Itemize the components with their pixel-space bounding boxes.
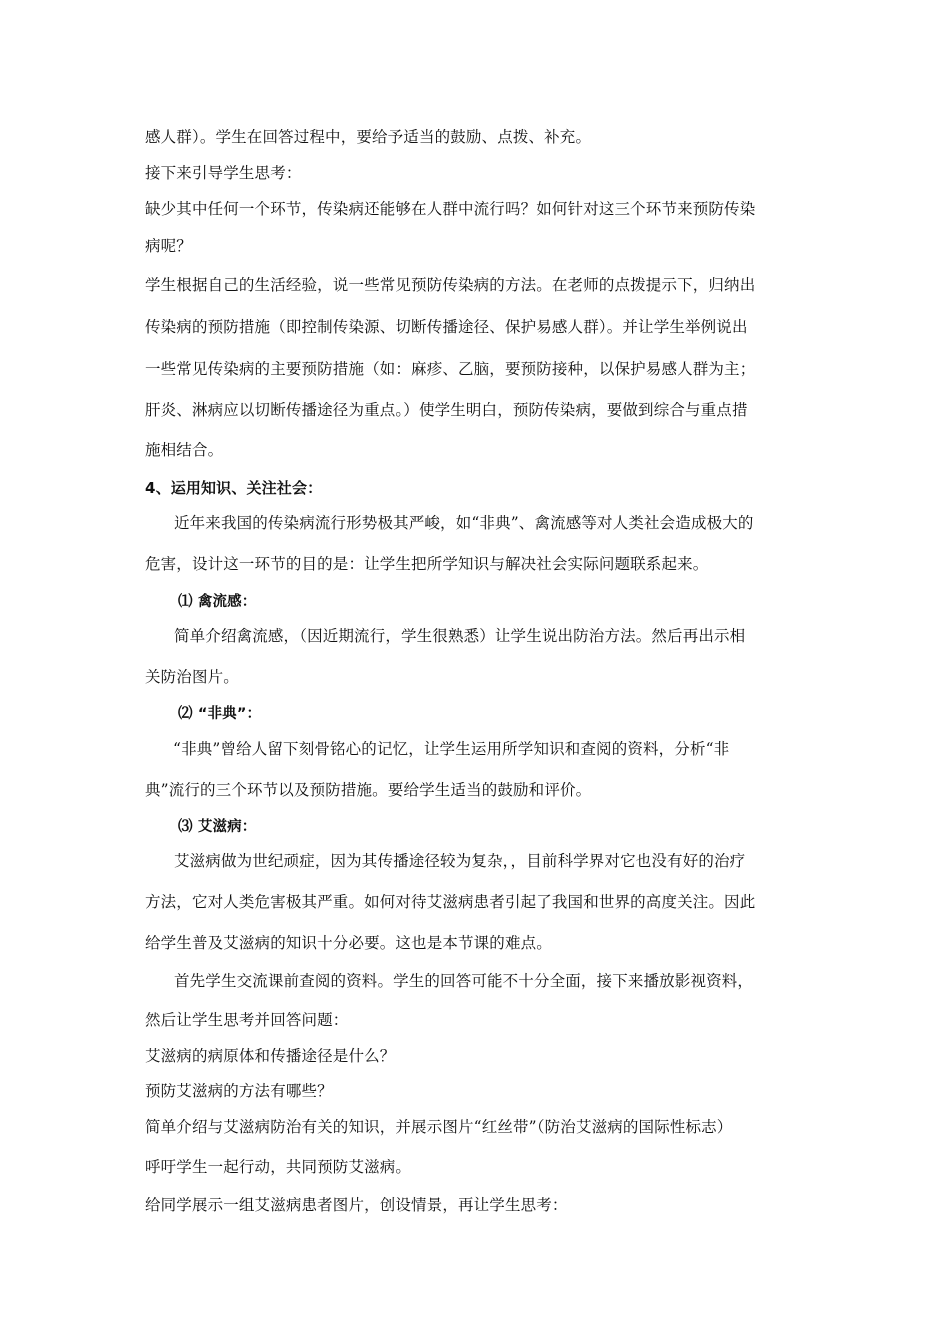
subsection-heading: ⑵ “非典”： [178, 706, 262, 722]
paragraph-line: 预防艾滋病的方法有哪些？ [145, 1082, 333, 1100]
section-heading: 4、运用知识、关注社会： [145, 479, 323, 497]
paragraph-line: 给学生普及艾滋病的知识十分必要。这也是本节课的难点。 [145, 934, 552, 952]
paragraph-line: 方法，它对人类危害极其严重。如何对待艾滋病患者引起了我国和世界的高度关注。因此 [145, 893, 756, 911]
paragraph-line: 一些常见传染病的主要预防措施（如：麻疹、乙脑，要预防接种，以保护易感人群为主； [145, 360, 756, 378]
paragraph-line: 病呢？ [145, 237, 192, 255]
paragraph-line: 然后让学生思考并回答问题： [145, 1011, 349, 1029]
paragraph-line: 艾滋病做为世纪顽症，因为其传播途径较为复杂，，目前科学界对它也没有好的治疗 [174, 852, 746, 870]
paragraph-line: 简单介绍与艾滋病防治有关的知识，并展示图片“红丝带”（防治艾滋病的国际性标志） [145, 1118, 733, 1136]
paragraph-line: 危害，设计这一环节的目的是：让学生把所学知识与解决社会实际问题联系起来。 [145, 555, 709, 573]
subsection-heading: ⑴ 禽流感： [178, 594, 257, 610]
paragraph-line: 感人群）。学生在回答过程中，要给予适当的鼓励、点拨、补充。 [145, 128, 592, 146]
paragraph-line: “非典”曾给人留下刻骨铭心的记忆，让学生运用所学知识和查阅的资料，分析“非 [173, 740, 730, 758]
paragraph-line: 接下来引导学生思考： [145, 164, 302, 182]
paragraph-line: 学生根据自己的生活经验，说一些常见预防传染病的方法。在老师的点拨提示下，归纳出 [145, 276, 756, 294]
paragraph-line: 传染病的预防措施（即控制传染源、切断传播途径、保护易感人群）。并让学生举例说出 [145, 318, 748, 336]
paragraph-line: 施相结合。 [145, 441, 224, 459]
paragraph-line: 肝炎、淋病应以切断传播途径为重点。）使学生明白，预防传染病，要做到综合与重点措 [145, 401, 748, 419]
paragraph-line: 给同学展示一组艾滋病患者图片，创设情景，再让学生思考： [145, 1196, 568, 1214]
paragraph-line: 呼吁学生一起行动，共同预防艾滋病。 [145, 1158, 412, 1176]
subsection-heading: ⑶ 艾滋病： [178, 819, 257, 835]
paragraph-line: 缺少其中任何一个环节，传染病还能够在人群中流行吗？如何针对这三个环节来预防传染 [145, 200, 756, 218]
paragraph-line: 艾滋病的病原体和传播途径是什么？ [145, 1047, 396, 1065]
paragraph-line: 关防治图片。 [145, 668, 239, 686]
paragraph-line: 典”流行的三个环节以及预防措施。要给学生适当的鼓励和评价。 [145, 781, 592, 799]
paragraph-line: 首先学生交流课前查阅的资料。学生的回答可能不十分全面，接下来播放影视资料， [174, 972, 754, 990]
paragraph-line: 近年来我国的传染病流行形势极其严峻，如“非典”、禽流感等对人类社会造成极大的 [174, 514, 754, 532]
paragraph-line: 简单介绍禽流感，（因近期流行，学生很熟悉）让学生说出防治方法。然后再出示相 [174, 627, 746, 645]
